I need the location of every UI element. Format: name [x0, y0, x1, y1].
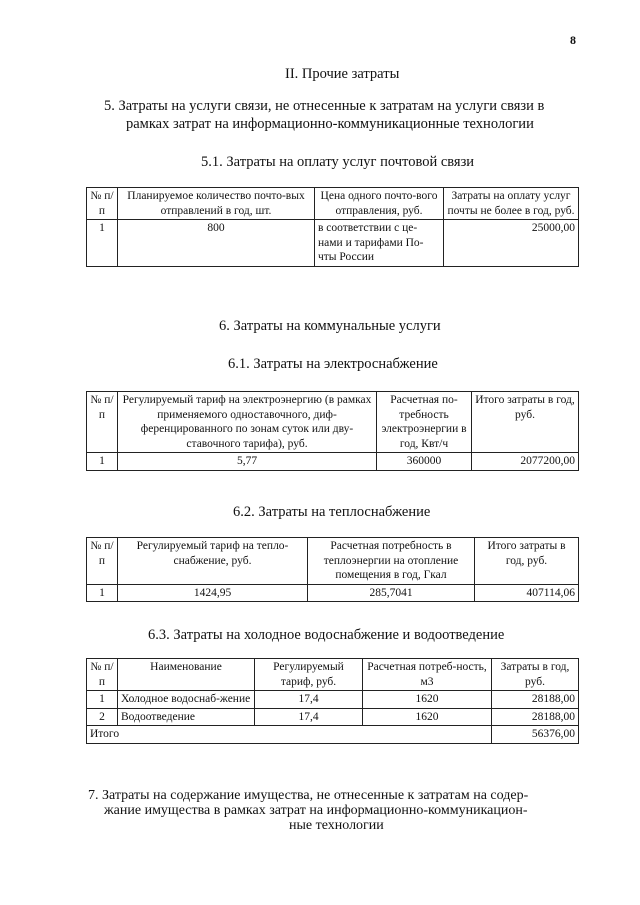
heating-header-tariff: Регулируемый тариф на тепло-снабжение, руб.: [118, 538, 308, 585]
water-total-value: 56376,00: [492, 726, 579, 744]
water-cell-consumption: 1620: [363, 708, 492, 726]
electricity-cell-num: 1: [87, 453, 118, 471]
heating-header-num: № п/п: [87, 538, 118, 585]
heating-header-total: Итого затраты в год, руб.: [475, 538, 579, 585]
water-cell-tariff: 17,4: [255, 708, 363, 726]
item7-line3: ные технологии: [289, 818, 384, 833]
water-cell-num: 1: [87, 691, 118, 709]
table-row-total: [87, 726, 579, 744]
postal-header-cost: Затраты на оплату услуг почты не более в год, руб.: [444, 188, 579, 220]
postal-header-price: Цена одного почто-вого отправления, руб.: [315, 188, 444, 220]
water-header-total: Затраты в год, руб.: [492, 659, 579, 691]
page-number: 8: [570, 33, 576, 47]
table-row: [87, 453, 579, 471]
item7-line1: 7. Затраты на содержание имущества, не отнесенные к затратам на содер-: [88, 788, 529, 803]
water-header-consumption: Расчетная потреб-ность, м3: [363, 659, 492, 691]
postal-table: [86, 187, 579, 267]
table-row: [87, 691, 579, 709]
heating-cell-total: 407114,06: [475, 584, 579, 602]
water-header-tariff: Регулируемый тариф, руб.: [255, 659, 363, 691]
water-cell-total: 28188,00: [492, 708, 579, 726]
s51-title: 5.1. Затраты на оплату услуг почтовой связи: [201, 154, 475, 170]
water-total-label: Итого: [87, 726, 492, 744]
postal-cell-price: в соответствии с це-нами и тарифами По-чты России: [315, 220, 444, 267]
heating-cell-tariff: 1424,95: [118, 584, 308, 602]
electricity-cell-consumption: 360000: [377, 453, 472, 471]
s63-title: 6.3. Затраты на холодное водоснабжение и водоотведение: [148, 627, 505, 643]
postal-cell-cost: 25000,00: [444, 220, 579, 267]
water-cell-consumption: 1620: [363, 691, 492, 709]
postal-header-quantity: Планируемое количество почто-вых отправлений в год, шт.: [118, 188, 315, 220]
table-row: [87, 584, 579, 602]
table-row: [87, 708, 579, 726]
postal-cell-num: 1: [87, 220, 118, 267]
item7-line2: жание имущества в рамках затрат на информационно-коммуникацион-: [104, 803, 528, 818]
postal-header-num: № п/п: [87, 188, 118, 220]
s62-title: 6.2. Затраты на теплоснабжение: [233, 504, 431, 520]
water-header-num: № п/п: [87, 659, 118, 691]
s61-title: 6.1. Затраты на электроснабжение: [228, 356, 438, 372]
water-cell-tariff: 17,4: [255, 691, 363, 709]
heating-cell-consumption: 285,7041: [308, 584, 475, 602]
electricity-header-num: № п/п: [87, 392, 118, 453]
item6-title: 6. Затраты на коммунальные услуги: [219, 318, 441, 334]
electricity-cell-total: 2077200,00: [472, 453, 579, 471]
electricity-cell-tariff: 5,77: [118, 453, 377, 471]
electricity-table: [86, 391, 579, 471]
water-cell-name: Холодное водоснаб-жение: [118, 691, 255, 709]
section-title: II. Прочие затраты: [285, 66, 400, 82]
electricity-header-consumption: Расчетная по-требность электроэнергии в год, Квт/ч: [377, 392, 472, 453]
item5-line2: рамках затрат на информационно-коммуникационные технологии: [126, 116, 534, 132]
heating-table: [86, 537, 579, 602]
item5-line1: 5. Затраты на услуги связи, не отнесенные к затратам на услуги связи в: [104, 98, 545, 114]
heating-cell-num: 1: [87, 584, 118, 602]
water-table: [86, 658, 579, 744]
postal-cell-quantity: 800: [118, 220, 315, 267]
water-cell-total: 28188,00: [492, 691, 579, 709]
water-cell-name: Водоотведение: [118, 708, 255, 726]
heating-header-consumption: Расчетная потребность в теплоэнергии на отопление помещения в год, Гкал: [308, 538, 475, 585]
water-cell-num: 2: [87, 708, 118, 726]
electricity-header-total: Итого затраты в год, руб.: [472, 392, 579, 453]
electricity-header-tariff: Регулируемый тариф на электроэнергию (в рамках применяемого одноставочного, диф-ференцированного по зонам суток или дву-ставочного тарифа), руб.: [118, 392, 377, 453]
table-row: [87, 220, 579, 267]
water-header-name: Наименование: [118, 659, 255, 691]
